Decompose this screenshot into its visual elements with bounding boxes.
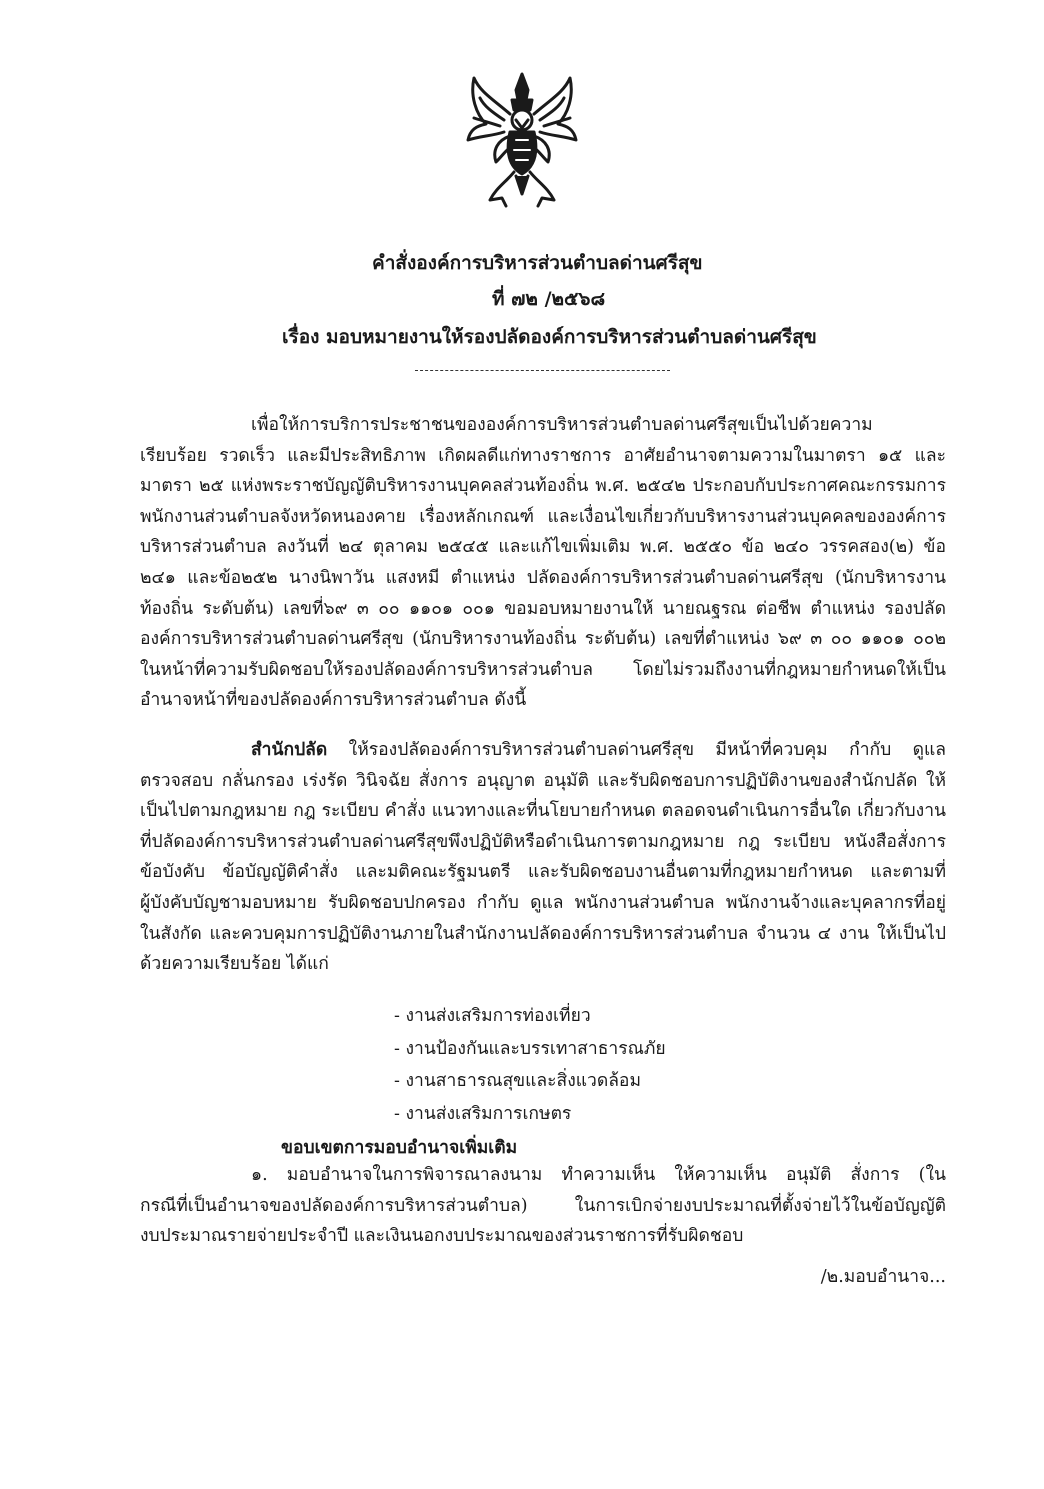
paragraph-line: ในสังกัด และควบคุมการปฏิบัติงานภายในสำนักงานปลัดองค์การบริหารส่วนตำบล จำนวน ๔ งาน ให้เป็นไป bbox=[140, 923, 946, 944]
paragraph-line: ในหน้าที่ความรับผิดชอบให้รองปลัดองค์การบริหารส่วนตำบล โดยไม่รวมถึงงานที่กฎหมายกำหนดให้เป็น bbox=[140, 659, 946, 680]
paragraph-line: ที่ปลัดองค์การบริหารส่วนตำบลด่านศรีสุขพึงปฏิบัติหรือดำเนินการตามกฎหมาย กฎ ระเบียบ หนังสือสั่งการ bbox=[140, 831, 946, 852]
paragraph-line: องค์การบริหารส่วนตำบลด่านศรีสุข (นักบริหารงานท้องถิ่น ระดับต้น) เลขที่ตำแหน่ง ๖๙ ๓ ๐๐ ๑๑๐๑ ๐๐๒ bbox=[140, 629, 946, 650]
paragraph-line: ผู้บังคับบัญชามอบหมาย รับผิดชอบปกครอง กำกับ ดูแล พนักงานส่วนตำบล พนักงานจ้างและบุคลากรที่อยู่ bbox=[140, 892, 946, 913]
paragraph-line: บริหารส่วนตำบล ลงวันที่ ๒๔ ตุลาคม ๒๕๔๕ และแก้ไขเพิ่มเติม พ.ศ. ๒๕๕๐ ข้อ ๒๔๐ วรรคสอง(๒) ข้อ bbox=[140, 537, 946, 558]
paragraph-line: ตรวจสอบ กลั่นกรอง เร่งรัด วินิจฉัย สั่งการ อนุญาต อนุมัติ และรับผิดชอบการปฏิบัติงานของสำนักปลัด ให้ bbox=[140, 770, 946, 791]
order-subject: เรื่อง มอบหมายงานให้รองปลัดองค์การบริหารส่วนตำบลด่านศรีสุข bbox=[282, 326, 817, 348]
paragraph-line: ท้องถิ่น ระดับต้น) เลขที่๖๙ ๓ ๐๐ ๑๑๐๑ ๐๐๑ ขอมอบหมายงานให้ นายณฐรณ ต่อชีพ ตำแหน่ง รองปลัด bbox=[140, 598, 946, 619]
paragraph-line: อำนาจหน้าที่ของปลัดองค์การบริหารส่วนตำบล ดังนี้ bbox=[140, 690, 527, 711]
list-item: - งานส่งเสริมการท่องเที่ยว bbox=[394, 1006, 591, 1026]
paragraph-line: มาตรา ๒๕ แห่งพระราชบัญญัติบริหารงานบุคคลส่วนท้องถิ่น พ.ศ. ๒๕๔๒ ประกอบกับประกาศคณะกรรมการ bbox=[140, 476, 946, 497]
paragraph-line bbox=[140, 735, 946, 766]
garuda-emblem-icon bbox=[466, 70, 578, 210]
paragraph-line: กรณีที่เป็นอำนาจของปลัดองค์การบริหารส่วนตำบล) ในการเบิกจ่ายงบประมาณที่ตั้งจ่ายไว้ในข้อบัญญัติ bbox=[140, 1195, 946, 1216]
order-number: ที่ ๗๒ /๒๕๖๘ bbox=[492, 288, 606, 310]
title-divider bbox=[415, 370, 670, 371]
section-lead: สำนักปลัด bbox=[251, 740, 328, 760]
paragraph-1 bbox=[140, 410, 946, 716]
section-heading: ขอบเขตการมอบอำนาจเพิ่มเติม bbox=[281, 1138, 518, 1158]
page-continuation: /๒.มอบอำนาจ... bbox=[820, 1267, 946, 1287]
paragraph-line: เป็นไปตามกฎหมาย กฎ ระเบียบ คำสั่ง แนวทางและที่นโยบายกำหนด ตลอดจนดำเนินการอื่นใด เกี่ยวกับงาน bbox=[140, 801, 946, 822]
list-item: - งานป้องกันและบรรเทาสาธารณภัย bbox=[394, 1038, 666, 1059]
task-list bbox=[394, 1000, 666, 1130]
paragraph-line: ๒๔๑ และข้อ๒๕๒ นางนิพาวัน แสงหมี ตำแหน่ง ปลัดองค์การบริหารส่วนตำบลด่านศรีสุข (นักบริหารงาน bbox=[140, 567, 946, 588]
section-lead-rest: ให้รองปลัดองค์การบริหารส่วนตำบลด่านศรีสุข มีหน้าที่ควบคุม กำกับ ดูแล bbox=[327, 740, 946, 760]
paragraph-3 bbox=[140, 1160, 946, 1252]
paragraph-line: ด้วยความเรียบร้อย ได้แก่ bbox=[140, 954, 329, 975]
paragraph-line: งบประมาณรายจ่ายประจำปี และเงินนอกงบประมาณของส่วนราชการที่รับผิดชอบ bbox=[140, 1226, 744, 1247]
paragraph-line: เรียบร้อย รวดเร็ว และมีประสิทธิภาพ เกิดผลดีแก่ทางราชการ อาศัยอำนาจตามความในมาตรา ๑๕ และ bbox=[140, 445, 946, 466]
list-item: - งานส่งเสริมการเกษตร bbox=[394, 1103, 572, 1124]
paragraph-line: พนักงานส่วนตำบลจังหวัดหนองคาย เรื่องหลักเกณฑ์ และเงื่อนไขเกี่ยวกับบริหารงานส่วนบุคคลขององค์การ bbox=[140, 506, 946, 527]
order-title: คำสั่งองค์การบริหารส่วนตำบลด่านศรีสุข bbox=[372, 252, 703, 274]
paragraph-line: ๑. มอบอำนาจในการพิจารณาลงนาม ทำความเห็น ให้ความเห็น อนุมัติ สั่งการ (ใน bbox=[251, 1165, 946, 1185]
paragraph-2 bbox=[140, 735, 946, 980]
paragraph-line: ข้อบังคับ ข้อบัญญัติคำสั่ง และมติคณะรัฐมนตรี และรับผิดชอบงานอื่นตามที่กฎหมายกำหนด และตามที่ bbox=[140, 862, 946, 883]
paragraph-line: เพื่อให้การบริการประชาชนขององค์การบริหารส่วนตำบลด่านศรีสุขเป็นไปด้วยความ bbox=[251, 415, 873, 435]
list-item: - งานสาธารณสุขและสิ่งแวดล้อม bbox=[394, 1071, 641, 1091]
